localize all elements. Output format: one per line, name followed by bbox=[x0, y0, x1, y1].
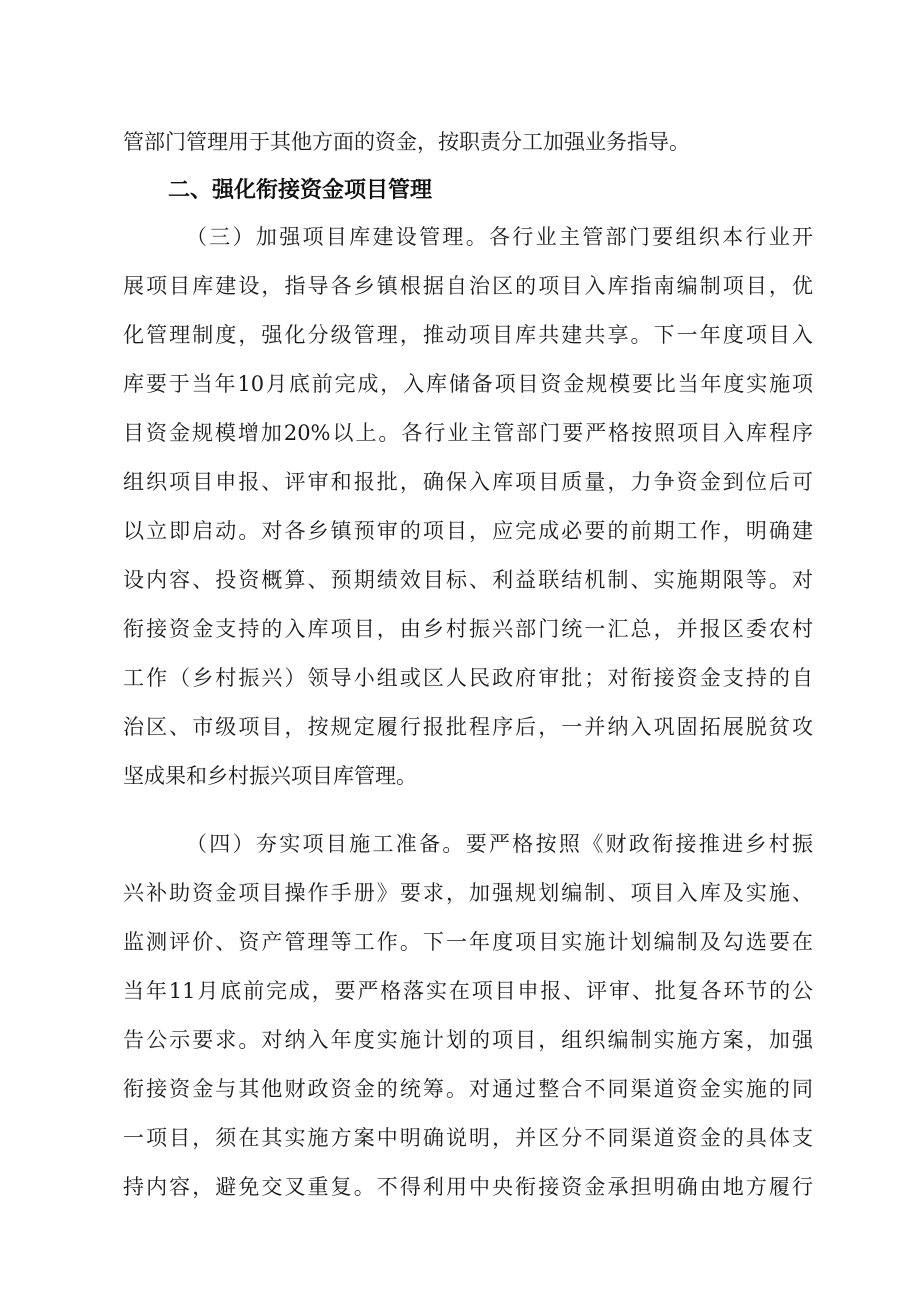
paragraph-3-line: 衔接资金支持的入库项目，由乡村振兴部门统一汇总，并报区委农村 bbox=[123, 617, 813, 641]
section-heading: 二、强化衔接资金项目管理 bbox=[168, 178, 433, 203]
paragraph-3-line: 组织项目申报、评审和报批，确保入库项目质量，力争资金到位后可 bbox=[123, 470, 813, 494]
paragraph-4-line: 衔接资金与其他财政资金的统筹。对通过整合不同渠道资金实施的同 bbox=[123, 1077, 813, 1101]
paragraph-4-line: 监测评价、资产管理等工作。下一年度项目实施计划编制及勾选要在 bbox=[123, 930, 813, 954]
paragraph-4-line: 告公示要求。对纳入年度实施计划的项目，组织编制实施方案，加强 bbox=[123, 1028, 813, 1052]
paragraph-3-line: 展项目库建设，指导各乡镇根据自治区的项目入库指南编制项目，优 bbox=[123, 274, 813, 298]
paragraph-3-line: 治区、市级项目，按规定履行报批程序后，一并纳入巩固拓展脱贫攻 bbox=[123, 715, 813, 739]
paragraph-3-line: 库要于当年10月底前完成，入库储备项目资金规模要比当年度实施项 bbox=[123, 372, 813, 396]
paragraph-3-line: （三）加强项目库建设管理。各行业主管部门要组织本行业开 bbox=[186, 225, 813, 249]
paragraph-3-line: 坚成果和乡村振兴项目库管理。 bbox=[123, 764, 417, 788]
paragraph-3-line: 工作（乡村振兴）领导小组或区人民政府审批；对衔接资金支持的自 bbox=[123, 666, 813, 690]
paragraph-3-line: 以立即启动。对各乡镇预审的项目，应完成必要的前期工作，明确建 bbox=[123, 519, 813, 543]
paragraph-3-line: 目资金规模增加20%以上。各行业主管部门要严格按照项目入库程序 bbox=[123, 421, 813, 445]
intro-line: 管部门管理用于其他方面的资金，按职责分工加强业务指导。 bbox=[123, 130, 690, 154]
paragraph-4-line: 持内容，避免交叉重复。不得利用中央衔接资金承担明确由地方履行 bbox=[123, 1175, 813, 1199]
paragraph-4-line: 当年11月底前完成，要严格落实在项目申报、评审、批复各环节的公 bbox=[123, 979, 813, 1003]
paragraph-4-line: 兴补助资金项目操作手册》要求，加强规划编制、项目入库及实施、 bbox=[123, 881, 813, 905]
paragraph-3-line: 设内容、投资概算、预期绩效目标、利益联结机制、实施期限等。对 bbox=[123, 568, 813, 592]
paragraph-3-line: 化管理制度，强化分级管理，推动项目库共建共享。下一年度项目入 bbox=[123, 323, 813, 347]
paragraph-4-line: （四）夯实项目施工准备。要严格按照《财政衔接推进乡村振 bbox=[186, 832, 813, 856]
paragraph-4-line: 一项目，须在其实施方案中明确说明，并区分不同渠道资金的具体支 bbox=[123, 1126, 813, 1150]
